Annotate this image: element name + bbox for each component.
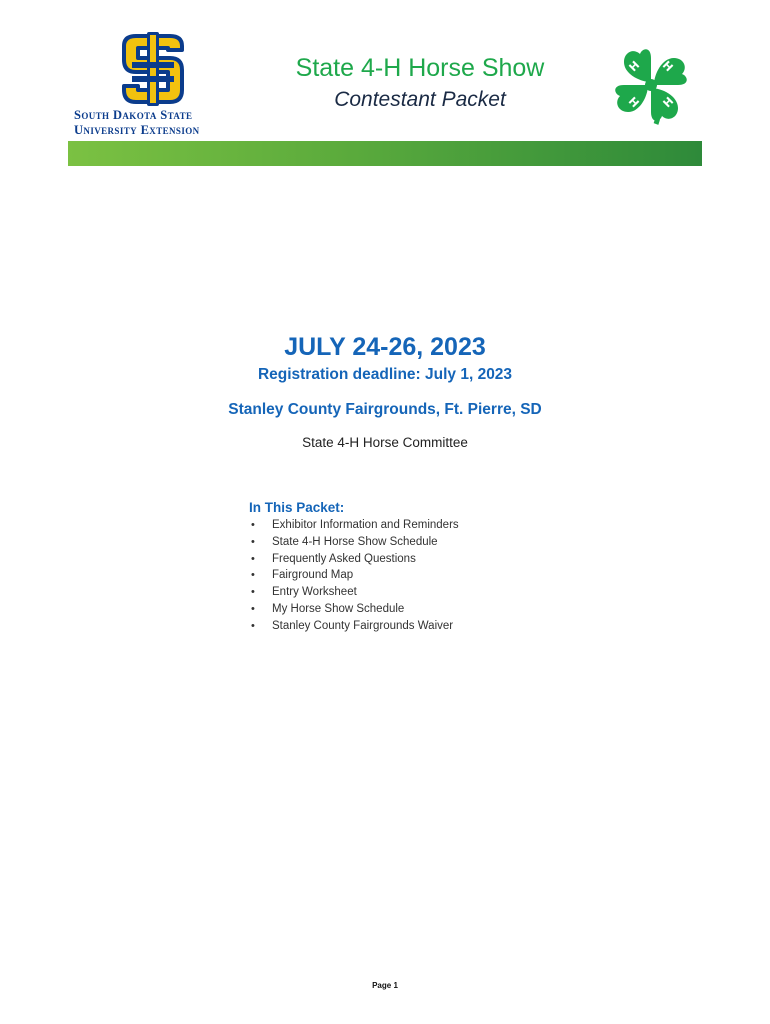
university-name-line1: South Dakota State bbox=[74, 108, 193, 122]
list-item-label: State 4-H Horse Show Schedule bbox=[272, 535, 438, 548]
bullet-icon: • bbox=[251, 602, 255, 615]
svg-text:H: H bbox=[625, 94, 642, 111]
bullet-icon: • bbox=[251, 519, 255, 531]
list-item bbox=[249, 567, 459, 584]
committee-name: State 4-H Horse Committee bbox=[302, 435, 468, 450]
list-item-label: Stanley County Fairgrounds Waiver bbox=[272, 619, 454, 632]
list-item-label: Exhibitor Information and Reminders bbox=[272, 519, 459, 531]
list-item bbox=[249, 618, 459, 635]
sdsu-extension-logo bbox=[70, 30, 240, 140]
svg-text:H: H bbox=[626, 58, 643, 75]
event-date: JULY 24-26, 2023 bbox=[284, 333, 486, 361]
header-divider-bar bbox=[68, 141, 702, 166]
list-item bbox=[249, 534, 459, 551]
bullet-icon: • bbox=[251, 619, 255, 632]
list-item-label: My Horse Show Schedule bbox=[272, 602, 405, 615]
document-subtitle: Contestant Packet bbox=[334, 88, 506, 111]
four-h-clover-logo bbox=[610, 44, 692, 126]
list-item bbox=[249, 517, 459, 534]
bullet-icon: • bbox=[251, 569, 255, 582]
packet-contents-heading: In This Packet: bbox=[249, 500, 345, 515]
svg-text:H: H bbox=[660, 94, 677, 111]
page-number: Page 1 bbox=[372, 981, 398, 990]
list-item-label: Frequently Asked Questions bbox=[272, 552, 416, 565]
bullet-icon: • bbox=[251, 535, 255, 548]
list-item bbox=[249, 601, 459, 618]
registration-deadline: Registration deadline: July 1, 2023 bbox=[257, 366, 513, 383]
bullet-icon: • bbox=[251, 586, 255, 599]
list-item-label: Entry Worksheet bbox=[272, 586, 357, 599]
list-item-label: Fairground Map bbox=[272, 569, 354, 582]
list-item bbox=[249, 551, 459, 568]
university-name-line2: University Extension bbox=[74, 123, 200, 137]
svg-text:H: H bbox=[659, 58, 676, 75]
bullet-icon: • bbox=[251, 552, 255, 565]
event-venue: Stanley County Fairgrounds, Ft. Pierre, SD bbox=[228, 401, 542, 418]
document-title: State 4-H Horse Show bbox=[295, 54, 545, 82]
list-item bbox=[249, 584, 459, 601]
packet-contents-list bbox=[249, 517, 459, 635]
sdsu-monogram-logo bbox=[118, 32, 188, 106]
